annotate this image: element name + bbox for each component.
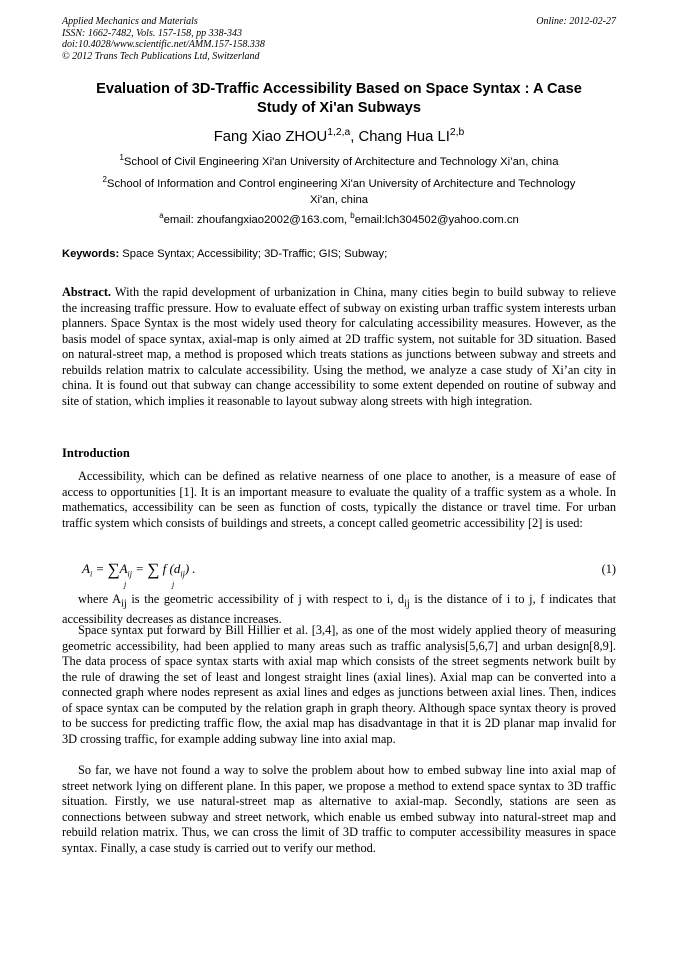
aff-1-sup: 1 (119, 153, 124, 163)
online-date: Online: 2012-02-27 (536, 16, 616, 27)
intro-paragraph-3: Space syntax put forward by Bill Hillier et al. [3,4], as one of the most widely applied theory of measuring geometric accessibility, had been applied to many areas such as traffic analysis[5,6,7] and urban design[8,9]. The data process of space syntax starts with axial map which consists of the street segments network built by the rule of drawing the set of least and longest straight lines (axial lines). Axial map can be converted into a connected graph where nodes represent as axial lines and edges as junctions between axial lines. Then, indices of space syntax can be computed by the relation graph in graph theory. Although space syntax theory is proved to be success for predicting traffic flow, the axial map has disadvantage in that it is 2D planar map invalid for 3D crossing traffic, for example adding subway line into axial map. (62, 623, 616, 746)
affiliation-1 (62, 155, 616, 171)
email-line (62, 213, 616, 229)
affiliation-2 (62, 177, 616, 208)
keywords-label: Keywords: (62, 248, 120, 260)
author-separator: , (350, 129, 359, 145)
journal-header (62, 16, 616, 62)
author-1: Fang Xiao ZHOU (213, 129, 328, 145)
journal-issn: ISSN: 1662-7482, Vols. 157-158, pp 338-343 (62, 27, 242, 39)
equation-number: (1) (601, 562, 616, 576)
equation-1: $A_i = \sum A_{ij}$ = ∑ f $(d_{ij})$ . j j (82, 560, 196, 589)
title-line-2: Study of Xi'an Subways (256, 100, 422, 116)
aff-2-line-2: Xi'an, china (309, 193, 369, 206)
intro-paragraph-2: where $A_{ij}$ is the geometric accessibility of j with respect to i, $d_{ij}$ is the distance of i to j, f indicates that accessibility decreases as distance increases. (62, 592, 616, 626)
author-1-sup: 1,2,a (327, 127, 351, 139)
abstract-text: With the rapid development of urbanization in China, many cities begin to build subway to relieve the increasing traffic pressure. How to evaluate effect of subway on existing urban traffic system interests urban planners. Space Syntax is the most widely used theory for calculating accessibility measures. However, as the basis model of space syntax, axial-map is only aimed at 2D traffic system, not suitable for 3D situation. Based on natural-street map, a method is proposed which treats stations as junctions between subway and streets and rebuilds relation matrix to calculate accessibility. Using the method, we analyze a case study of Xi’an city in china. It is found out that subway can change accessibility to some extent depended on routine of subway and site of station, which implies it reasonable to layout subway along streets with high integration. (62, 285, 616, 408)
journal-doi: doi:10.4028/www.scientific.net/AMM.157-158.338 (62, 39, 265, 50)
author-line (62, 128, 616, 146)
intro-paragraph-4: So far, we have not found a way to solve the problem about how to embed subway line into axial map of street network lying on different plane. In this paper, we propose a method to extend space syntax to 3D traffic situation. Firstly, we use natural-street map as alternative to axial-map. Secondly, stations are seen as connections between subway and street network, which enable us embed subway into natural-street map and rebuild relation matrix. Thus, we can cross the limit of 3D traffic to computer accessibility measures in space syntax. Finally, a case study is carried out to verify our method. (62, 763, 616, 855)
journal-name: Applied Mechanics and Materials (62, 16, 198, 27)
paper-title (62, 80, 616, 118)
aff-1-text: School of Civil Engineering Xi'an University of Architecture and Technology Xi’an, china (123, 156, 559, 168)
email-b: email:lch304502@yahoo.com.cn (354, 214, 519, 226)
journal-copyright: © 2012 Trans Tech Publications Ltd, Switzerland (62, 50, 260, 62)
email-b-sup: b (350, 211, 355, 221)
author-2-sup: 2,b (449, 127, 465, 139)
section-heading-introduction: Introduction (62, 446, 130, 460)
intro-paragraph-1: Accessibility, which can be defined as relative nearness of one place to another, is a measure of ease of access to opportunities [1]. It is an important measure to evaluate the quality of a traffic system as a whole. In mathematics, accessibility can be seen as function of costs, typically the distance or travel time. For urban traffic system which consists of buildings and streets, a concept called geometric accessibility [2] is used: (62, 469, 616, 530)
author-2: Chang Hua LI (358, 129, 450, 145)
title-line-1: Evaluation of 3D-Traffic Accessibility Based on Space Syntax : A Case (96, 81, 582, 97)
email-a-sup: a (159, 211, 164, 221)
abstract-label: Abstract. (62, 285, 112, 299)
keywords-text: Space Syntax; Accessibility; 3D-Traffic; GIS; Subway; (119, 248, 388, 260)
aff-2-sup: 2 (102, 175, 107, 185)
keywords (62, 247, 616, 262)
email-a: email: zhoufangxiao2002@163.com, (163, 214, 351, 226)
aff-2-line-1: School of Information and Control engineering Xi'an University of Architecture and Technology (106, 178, 576, 190)
abstract (62, 285, 616, 409)
